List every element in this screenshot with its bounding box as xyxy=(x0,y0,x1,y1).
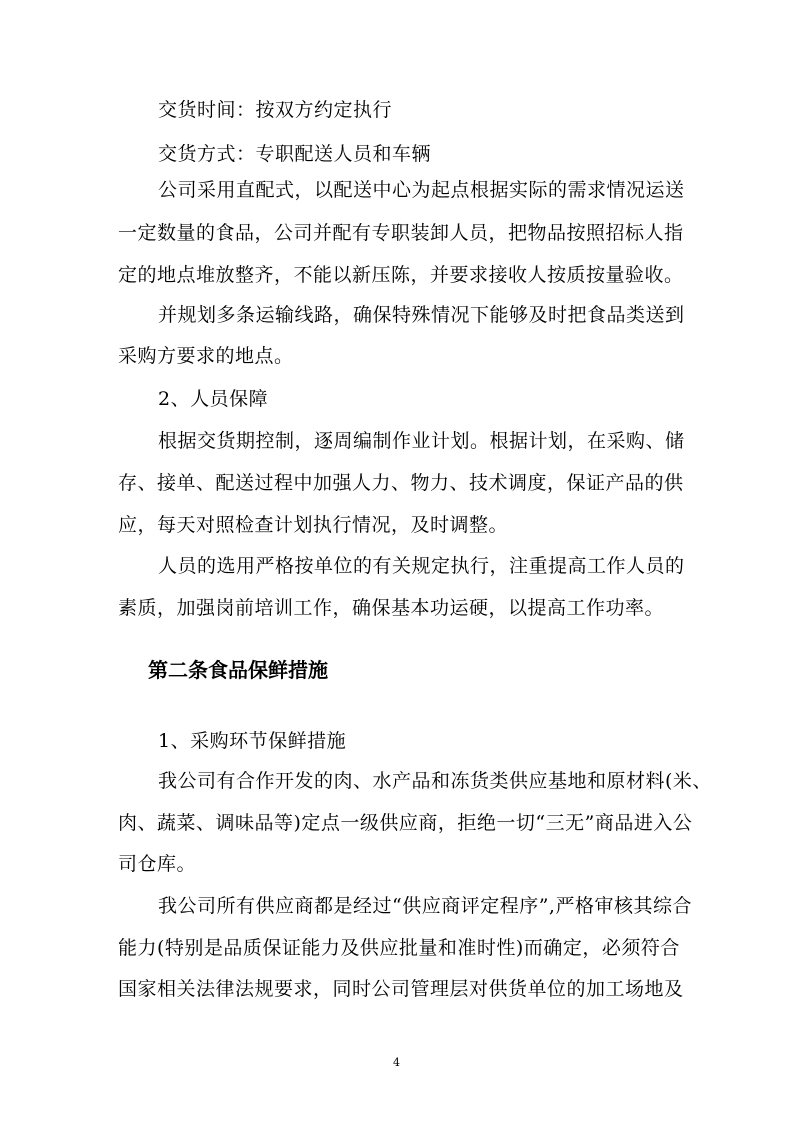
paragraph-line: 采购方要求的地点。 xyxy=(118,345,294,367)
paragraph-line: 国家相关法律法规要求，同时公司管理层对供货单位的加工场地及 xyxy=(118,978,684,1000)
paragraph-line: 我公司所有供应商都是经过“供应商评定程序”,严格审核其综合 xyxy=(158,895,692,917)
paragraph-line: 并规划多条运输线路，确保特殊情况下能够及时把食品类送到 xyxy=(158,304,685,326)
paragraph-line: 公司采用直配式，以配送中心为起点根据实际的需求情况运送 xyxy=(158,179,685,201)
paragraph-line: 肉、蔬菜、调味品等)定点一级供应商，拒绝一切“三无”商品进入公 xyxy=(118,812,693,834)
paragraph-line: 交货方式：专职配送人员和车辆 xyxy=(158,143,432,165)
paragraph-line: 根据交货期控制，逐周编制作业计划。根据计划，在采购、储 xyxy=(158,430,685,452)
paragraph-line: 能力(特别是品质保证能力及供应批量和准时性)而确定，必须符合 xyxy=(118,937,680,959)
paragraph-line: 司仓库。 xyxy=(118,853,197,875)
paragraph-line: 存、接单、配送过程中加强人力、物力、技术调度，保证产品的供 xyxy=(118,472,684,494)
page-number: 4 xyxy=(393,1056,400,1069)
paragraph-line: 一定数量的食品，公司并配有专职装卸人员，把物品按照招标人指 xyxy=(118,222,684,244)
paragraph-line: 素质，加强岗前培训工作，确保基本功运硬，以提高工作功率。 xyxy=(118,597,665,619)
section-subtitle: 1、采购环节保鲜措施 xyxy=(158,730,347,752)
section-heading: 第二条食品保鲜措施 xyxy=(148,658,328,682)
paragraph-line: 我公司有合作开发的肉、水产品和冻货类供应基地和原材料(米、 xyxy=(158,770,712,792)
paragraph-line: 交货时间：按双方约定执行 xyxy=(158,99,393,121)
paragraph-line: 应，每天对照检查计划执行情况，及时调整。 xyxy=(118,514,509,536)
paragraph-line: 定的地点堆放整齐，不能以新压陈，并要求接收人按质按量验收。 xyxy=(118,264,684,286)
section-subtitle: 2、人员保障 xyxy=(158,388,269,410)
paragraph-line: 人员的选用严格按单位的有关规定执行，注重提高工作人员的 xyxy=(158,555,685,577)
